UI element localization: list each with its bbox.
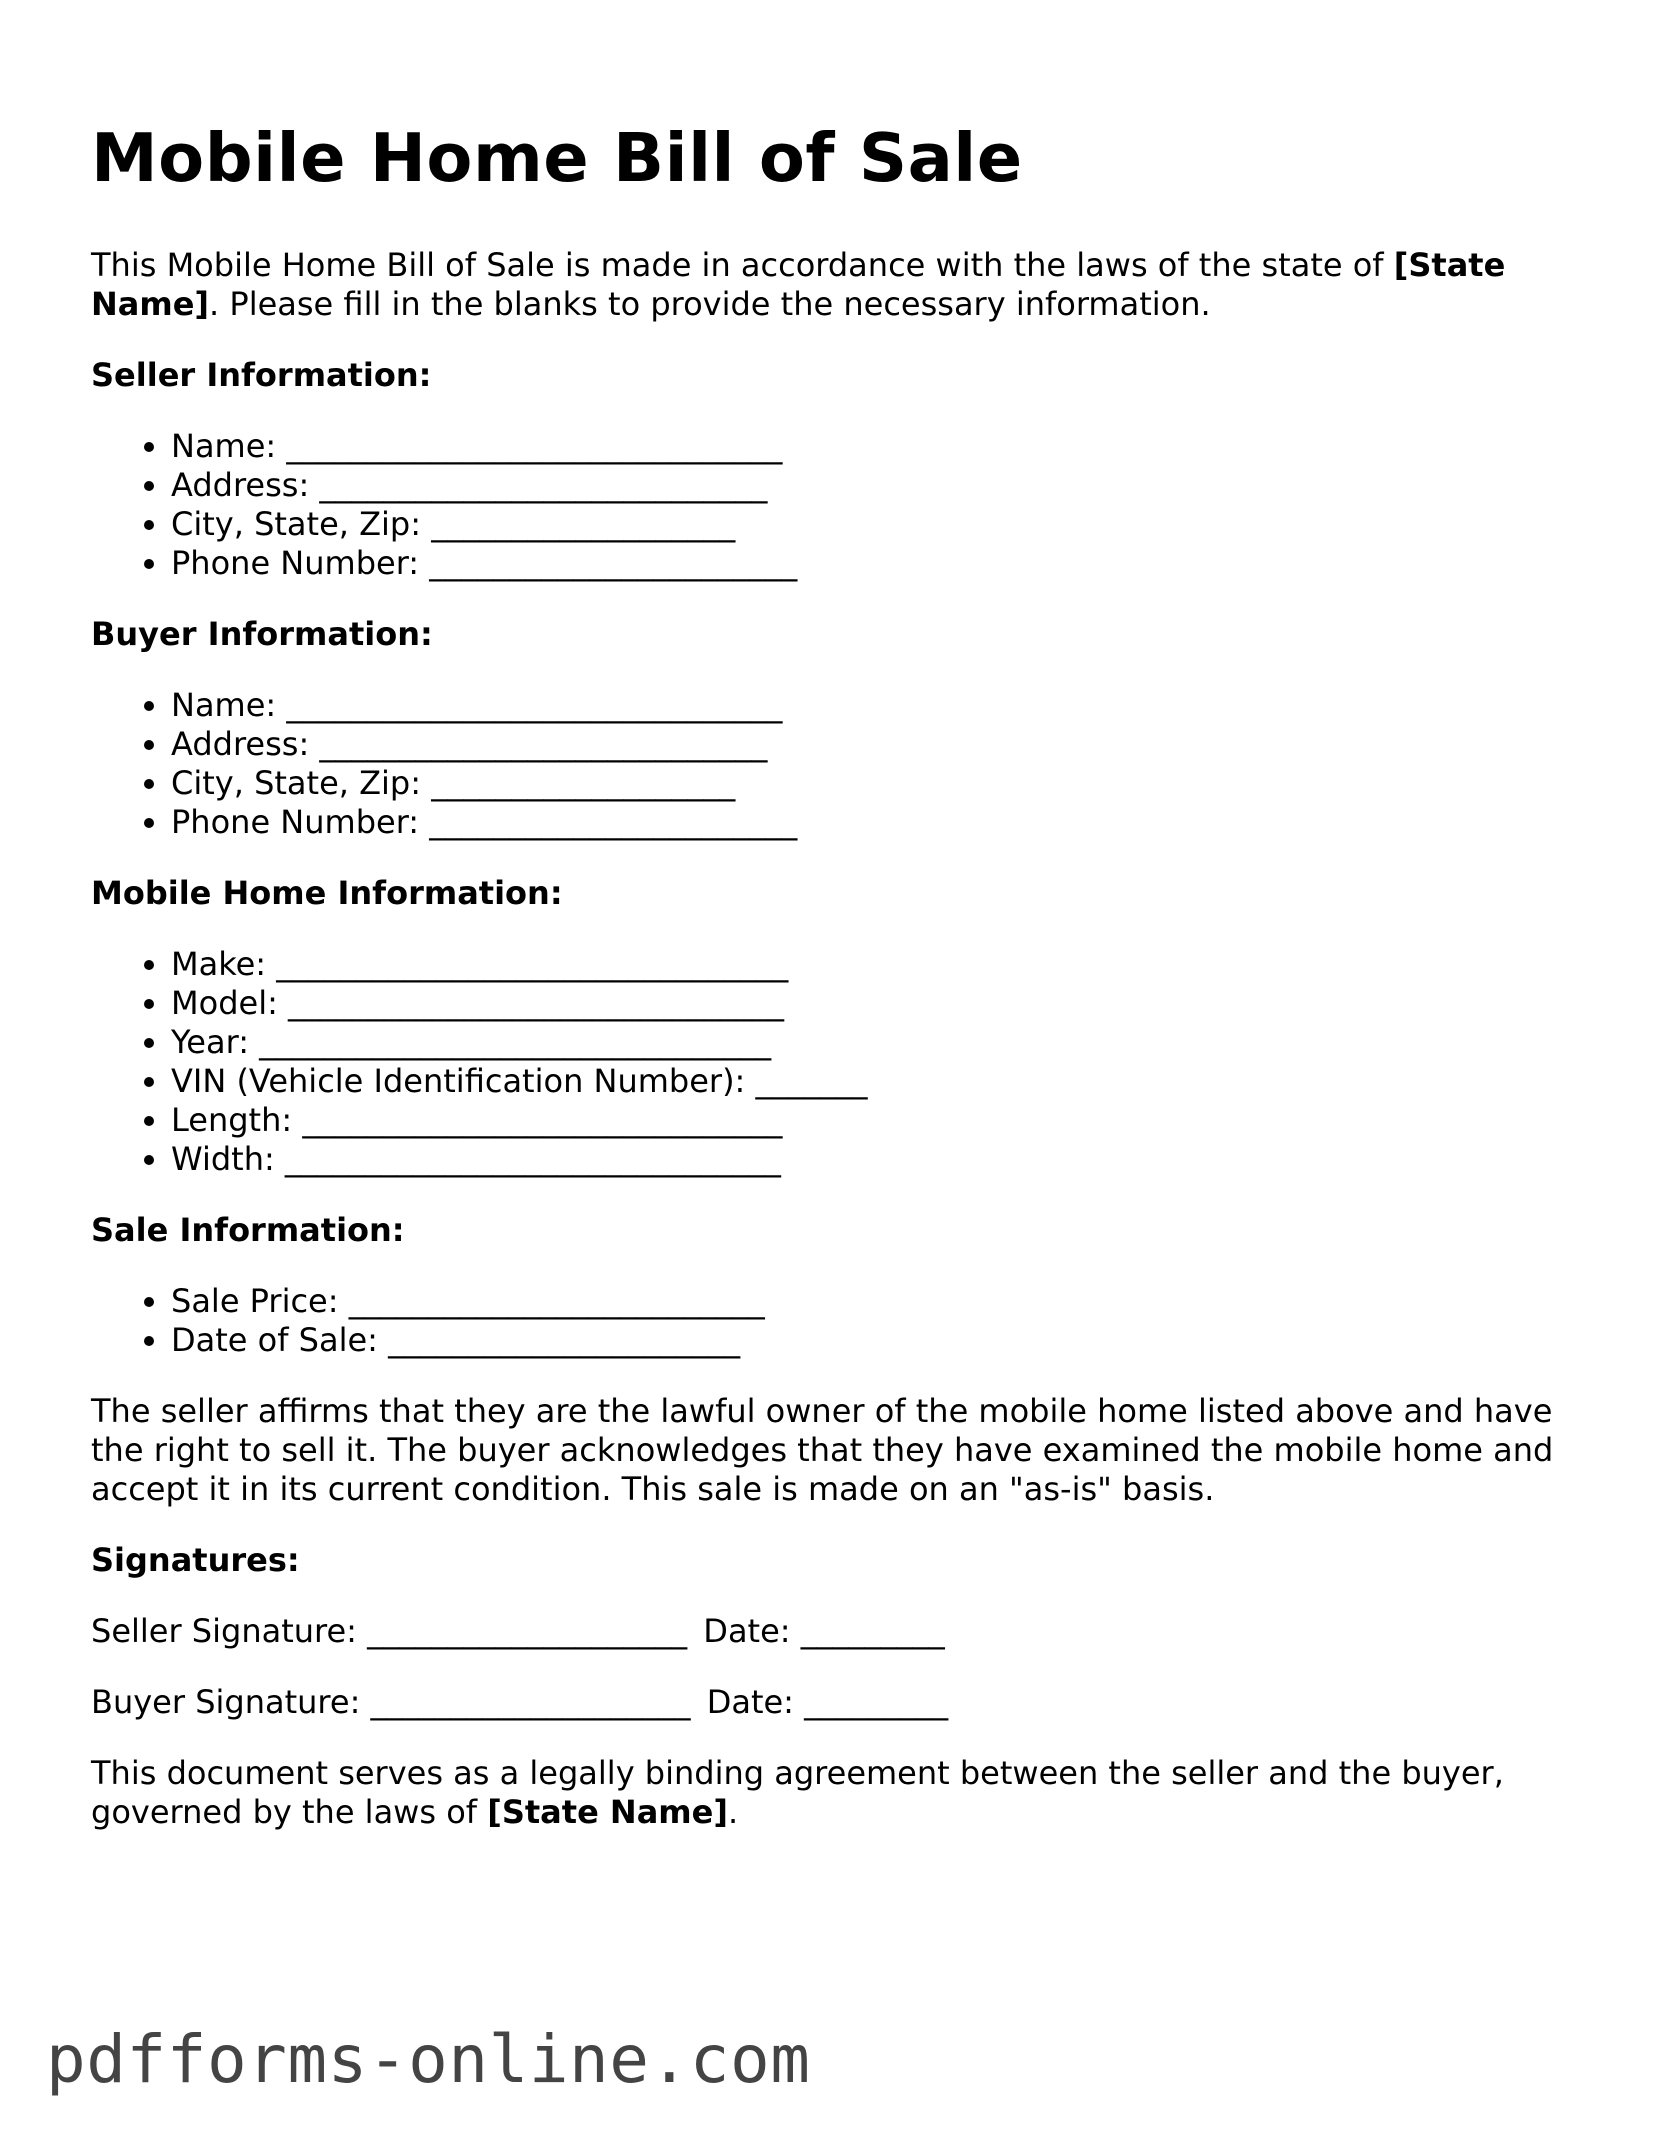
seller-signature-line [91,1612,1571,1651]
seller-city-state-zip-field: • City, State, Zip: ___________________ [171,505,1571,544]
closing-text-end: . [727,1793,739,1832]
intro-state-placeholder: [State Name] [91,246,1506,324]
affirmation-paragraph: The seller affirms that they are the lawful owner of the mobile home listed above and have the right to sell it. The buyer acknowledges that they have examined the mobile home and accept it in its current condition. This sale is made on an "as-is" basis. [91,1392,1554,1509]
watermark: pdfforms-online.com [46,2021,811,2098]
seller-address-field: • Address: ____________________________ [171,466,1571,505]
sale-price-field: • Sale Price: __________________________ [171,1282,1571,1321]
document-title: Mobile Home Bill of Sale [91,119,1023,197]
mobile-home-model-field: • Model: _______________________________ [171,984,1571,1023]
seller-phone-field: • Phone Number: _______________________ [171,544,1571,583]
intro-text-end: . Please fill in the blanks to provide the necessary information. [209,285,1211,324]
buyer-city-state-zip-field: • City, State, Zip: ___________________ [171,764,1571,803]
seller-name-field: • Name: _______________________________ [171,427,1571,466]
closing-state-placeholder: [State Name] [487,1793,728,1832]
seller-signature-date-field: Date: _________ [703,1612,945,1651]
sale-heading: Sale Information: [91,1211,405,1250]
buyer-list [91,686,1571,842]
buyer-name-field: • Name: _______________________________ [171,686,1571,725]
mobile-home-list [91,945,1571,1179]
mobile-home-width-field: • Width: _______________________________ [171,1140,1571,1179]
mobile-home-vin-field: • VIN (Vehicle Identification Number): _______ [171,1062,1571,1101]
sale-date-field: • Date of Sale: ______________________ [171,1321,1571,1360]
seller-list [91,427,1571,583]
seller-heading: Seller Information: [91,356,432,395]
closing-text: This document serves as a legally binding agreement between the seller and the buyer, governed by the laws of [91,1754,1504,1832]
sale-list [91,1282,1571,1360]
mobile-home-length-field: • Length: ______________________________ [171,1101,1571,1140]
buyer-heading: Buyer Information: [91,615,433,654]
buyer-signature-line [91,1683,1571,1722]
buyer-address-field: • Address: ____________________________ [171,725,1571,764]
buyer-signature-field: Buyer Signature: ____________________ [91,1683,691,1722]
intro-text: This Mobile Home Bill of Sale is made in accordance with the laws of the state of [91,246,1394,285]
closing-paragraph [91,1754,1571,1832]
mobile-home-make-field: • Make: ________________________________ [171,945,1571,984]
mobile-home-year-field: • Year: ________________________________ [171,1023,1571,1062]
signatures-heading: Signatures: [91,1541,300,1580]
buyer-phone-field: • Phone Number: _______________________ [171,803,1571,842]
mobile-home-heading: Mobile Home Information: [91,874,563,913]
buyer-signature-date-field: Date: _________ [706,1683,949,1722]
seller-signature-field: Seller Signature: ____________________ [91,1612,688,1651]
intro-paragraph [91,246,1571,324]
document-content [91,108,1571,1864]
